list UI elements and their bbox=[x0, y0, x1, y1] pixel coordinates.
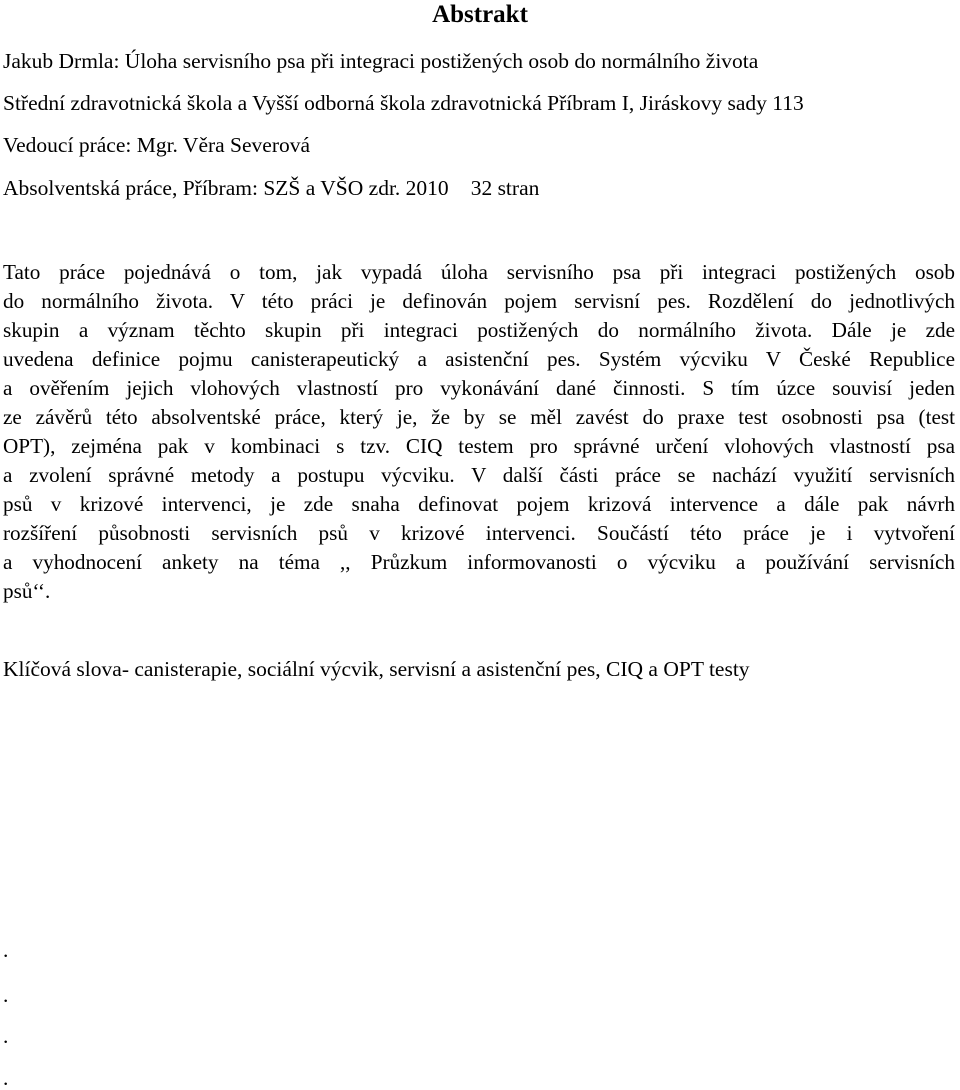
abstract-line: OPT), zejména pak v kombinaci s tzv. CIQ testem pro správné určení vlohových vlastností psa bbox=[3, 434, 955, 458]
abstract-paragraph bbox=[3, 258, 955, 606]
author-line: Jakub Drmla: Úloha servisního psa při integraci postižených osob do normálního života bbox=[3, 49, 759, 73]
school-line: Střední zdravotnická škola a Vyšší odborná škola zdravotnická Příbram I, Jiráskovy sady 113 bbox=[3, 91, 804, 115]
abstract-line: a zvolení správné metody a postupu výcviku. V další části práce se nachází využití servisních bbox=[3, 463, 955, 487]
abstract-line: ze závěrů této absolventské práce, který je, že by se měl zavést do praxe test osobnosti psa (test bbox=[3, 405, 955, 429]
supervisor-line: Vedoucí práce: Mgr. Věra Severová bbox=[3, 133, 311, 157]
trailing-dot: . bbox=[3, 938, 9, 962]
abstract-line: rozšíření působnosti servisních psů v krizové intervenci. Součástí této práce je i vytvoření bbox=[3, 521, 955, 545]
page-count: 32 stran bbox=[470, 176, 540, 200]
trailing-dot: . bbox=[3, 983, 9, 1007]
abstract-line: do normálního života. V této práci je definován pojem servisní pes. Rozdělení do jednotlivých bbox=[3, 289, 955, 313]
abstract-line: psů‘‘. bbox=[3, 579, 51, 603]
trailing-dot: . bbox=[3, 1066, 9, 1090]
abstract-line: uvedena definice pojmu canisterapeutický a asistenční pes. Systém výcviku V České Republice bbox=[3, 347, 955, 371]
trailing-dot: . bbox=[3, 1024, 9, 1048]
abstract-line: a vyhodnocení ankety na téma ,, Průzkum informovanosti o výcviku a používání servisních bbox=[3, 550, 955, 574]
abstract-line: Tato práce pojednává o tom, jak vypadá úloha servisního psa při integraci postižených osob bbox=[3, 260, 955, 284]
thesis-info-line bbox=[3, 175, 539, 201]
thesis-line: Absolventská práce, Příbram: SZŠ a VŠO zdr. 2010 bbox=[3, 176, 449, 200]
abstract-line: a ověřením jejich vlohových vlastností pro vykonávání dané činnosti. S tím úzce souvisí jeden bbox=[3, 376, 955, 400]
keywords-line: Klíčová slova- canisterapie, sociální výcvik, servisní a asistenční pes, CIQ a OPT testy bbox=[3, 657, 750, 681]
abstract-line: skupin a význam těchto skupin při integraci postižených do normálního života. Dále je zde bbox=[3, 318, 955, 342]
page-title: Abstrakt bbox=[432, 1, 528, 28]
abstract-line: psů v krizové intervenci, je zde snaha definovat pojem krizová intervence a dále pak návrh bbox=[3, 492, 955, 516]
